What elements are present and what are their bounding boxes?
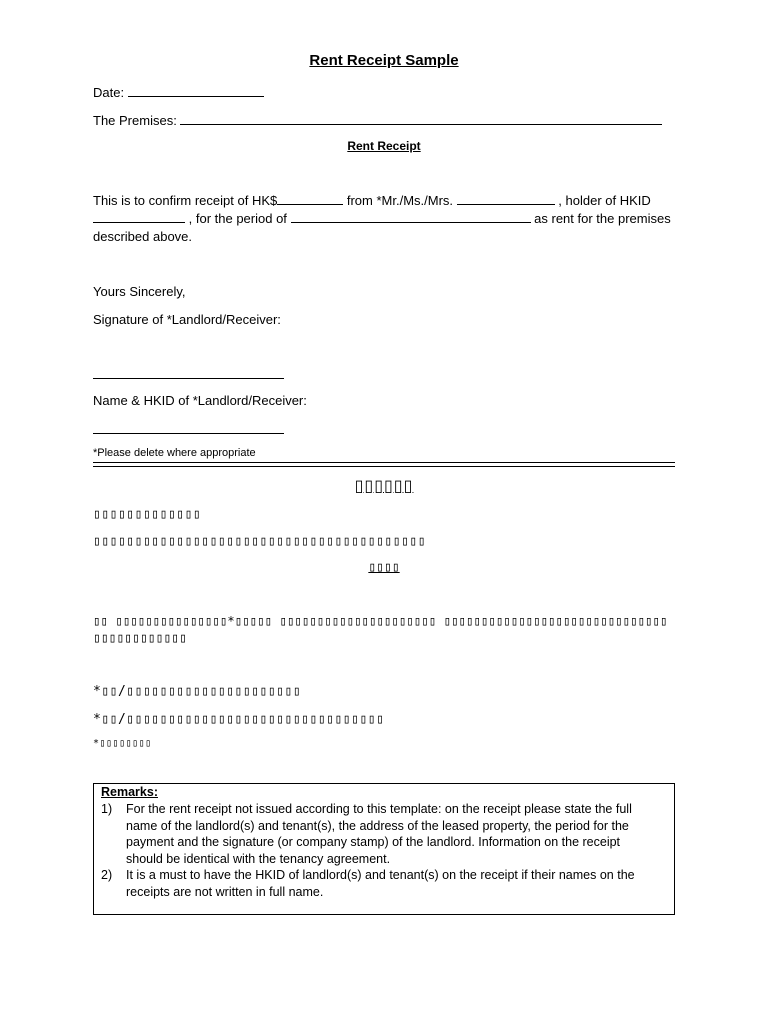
chinese-delete-note: *▯▯▯▯▯▯▯▯ (93, 738, 152, 749)
delete-note: *Please delete where appropriate (93, 447, 256, 459)
remark-1-line-1: For the rent receipt not issued according to this template: on the receipt please state the full (126, 802, 632, 816)
remark-2-line-1: It is a must to have the HKID of landlord(s) and tenant(s) on the receipt if their names on the (126, 868, 635, 882)
date-line (93, 84, 264, 100)
name-hkid-label: Name & HKID of *Landlord/Receiver: (93, 393, 307, 408)
para-text-2b: as rent for the premises (534, 211, 671, 226)
remark-1-line-2: name of the landlord(s) and tenant(s), the address of the leased property, the period for the (126, 818, 629, 833)
premises-label: The Premises: (93, 113, 177, 128)
date-blank[interactable] (128, 84, 264, 97)
para-text-3: described above. (93, 229, 193, 244)
chinese-receipt-heading: ▯▯▯▯ (368, 560, 400, 575)
payer-hkid-blank[interactable] (93, 210, 185, 223)
amount-blank[interactable] (277, 192, 343, 205)
chinese-name-label: *▯▯/▯▯▯▯▯▯▯▯▯▯▯▯▯▯▯▯▯▯▯▯▯▯▯▯▯▯▯▯▯▯▯ (93, 712, 385, 727)
remark-item-1 (101, 801, 661, 867)
remark-item-2 (101, 867, 661, 900)
yours-sincerely: Yours Sincerely, (93, 284, 186, 299)
remark-number: 1) (101, 802, 113, 816)
signature-line[interactable] (93, 378, 284, 379)
premises-line (93, 112, 662, 128)
para-text-1b: from *Mr./Ms./Mrs. (346, 193, 454, 208)
chinese-para-line-1: ▯▯ ▯▯▯▯▯▯▯▯▯▯▯▯▯▯▯*▯▯▯▯▯ ▯▯▯▯▯▯▯▯▯▯▯▯▯▯▯▯▯▯▯▯▯ ▯▯▯▯▯▯▯▯▯▯▯▯▯▯▯▯▯▯▯▯▯▯▯▯▯▯▯▯▯▯ (93, 613, 668, 628)
remark-1-line-3: payment and the signature (or company stamp) of the landlord. Information on the receipt (126, 835, 621, 849)
para-text-1a: This is to confirm receipt of HK$ (93, 193, 278, 208)
payer-name-blank[interactable] (457, 192, 555, 205)
para-text-2a: , for the period of (188, 211, 287, 226)
receipt-heading: Rent Receipt (347, 139, 421, 153)
signature-label: Signature of *Landlord/Receiver: (93, 312, 281, 327)
remarks-heading: Remarks: (101, 785, 158, 799)
chinese-confirmation-paragraph (93, 612, 675, 648)
chinese-premises-line: ▯▯▯▯▯▯▯▯▯▯▯▯▯▯▯▯▯▯▯▯▯▯▯▯▯▯▯▯▯▯▯▯▯▯▯▯▯▯▯▯ (93, 534, 427, 549)
confirmation-paragraph (93, 192, 675, 246)
remark-1-line-4: should be identical with the tenancy agreement. (126, 851, 391, 866)
date-label: Date: (93, 85, 125, 100)
chinese-date-line: ▯▯▯▯▯▯▯▯▯▯▯▯▯ (93, 507, 202, 522)
section-divider (93, 462, 675, 467)
remark-2-line-2: receipts are not written in full name. (126, 884, 324, 899)
chinese-signature-label: *▯▯/▯▯▯▯▯▯▯▯▯▯▯▯▯▯▯▯▯▯▯▯▯ (93, 684, 302, 699)
period-blank[interactable] (291, 210, 531, 223)
chinese-title: ▯▯▯▯▯▯ (354, 478, 414, 495)
document-title: Rent Receipt Sample (309, 52, 459, 69)
para-text-1c: , holder of HKID (558, 193, 651, 208)
name-hkid-line[interactable] (93, 433, 284, 434)
chinese-para-line-2: ▯▯▯▯▯▯▯▯▯▯▯▯ (93, 631, 187, 646)
remark-number: 2) (101, 868, 113, 882)
remarks-box (93, 783, 675, 915)
premises-blank[interactable] (180, 112, 662, 125)
